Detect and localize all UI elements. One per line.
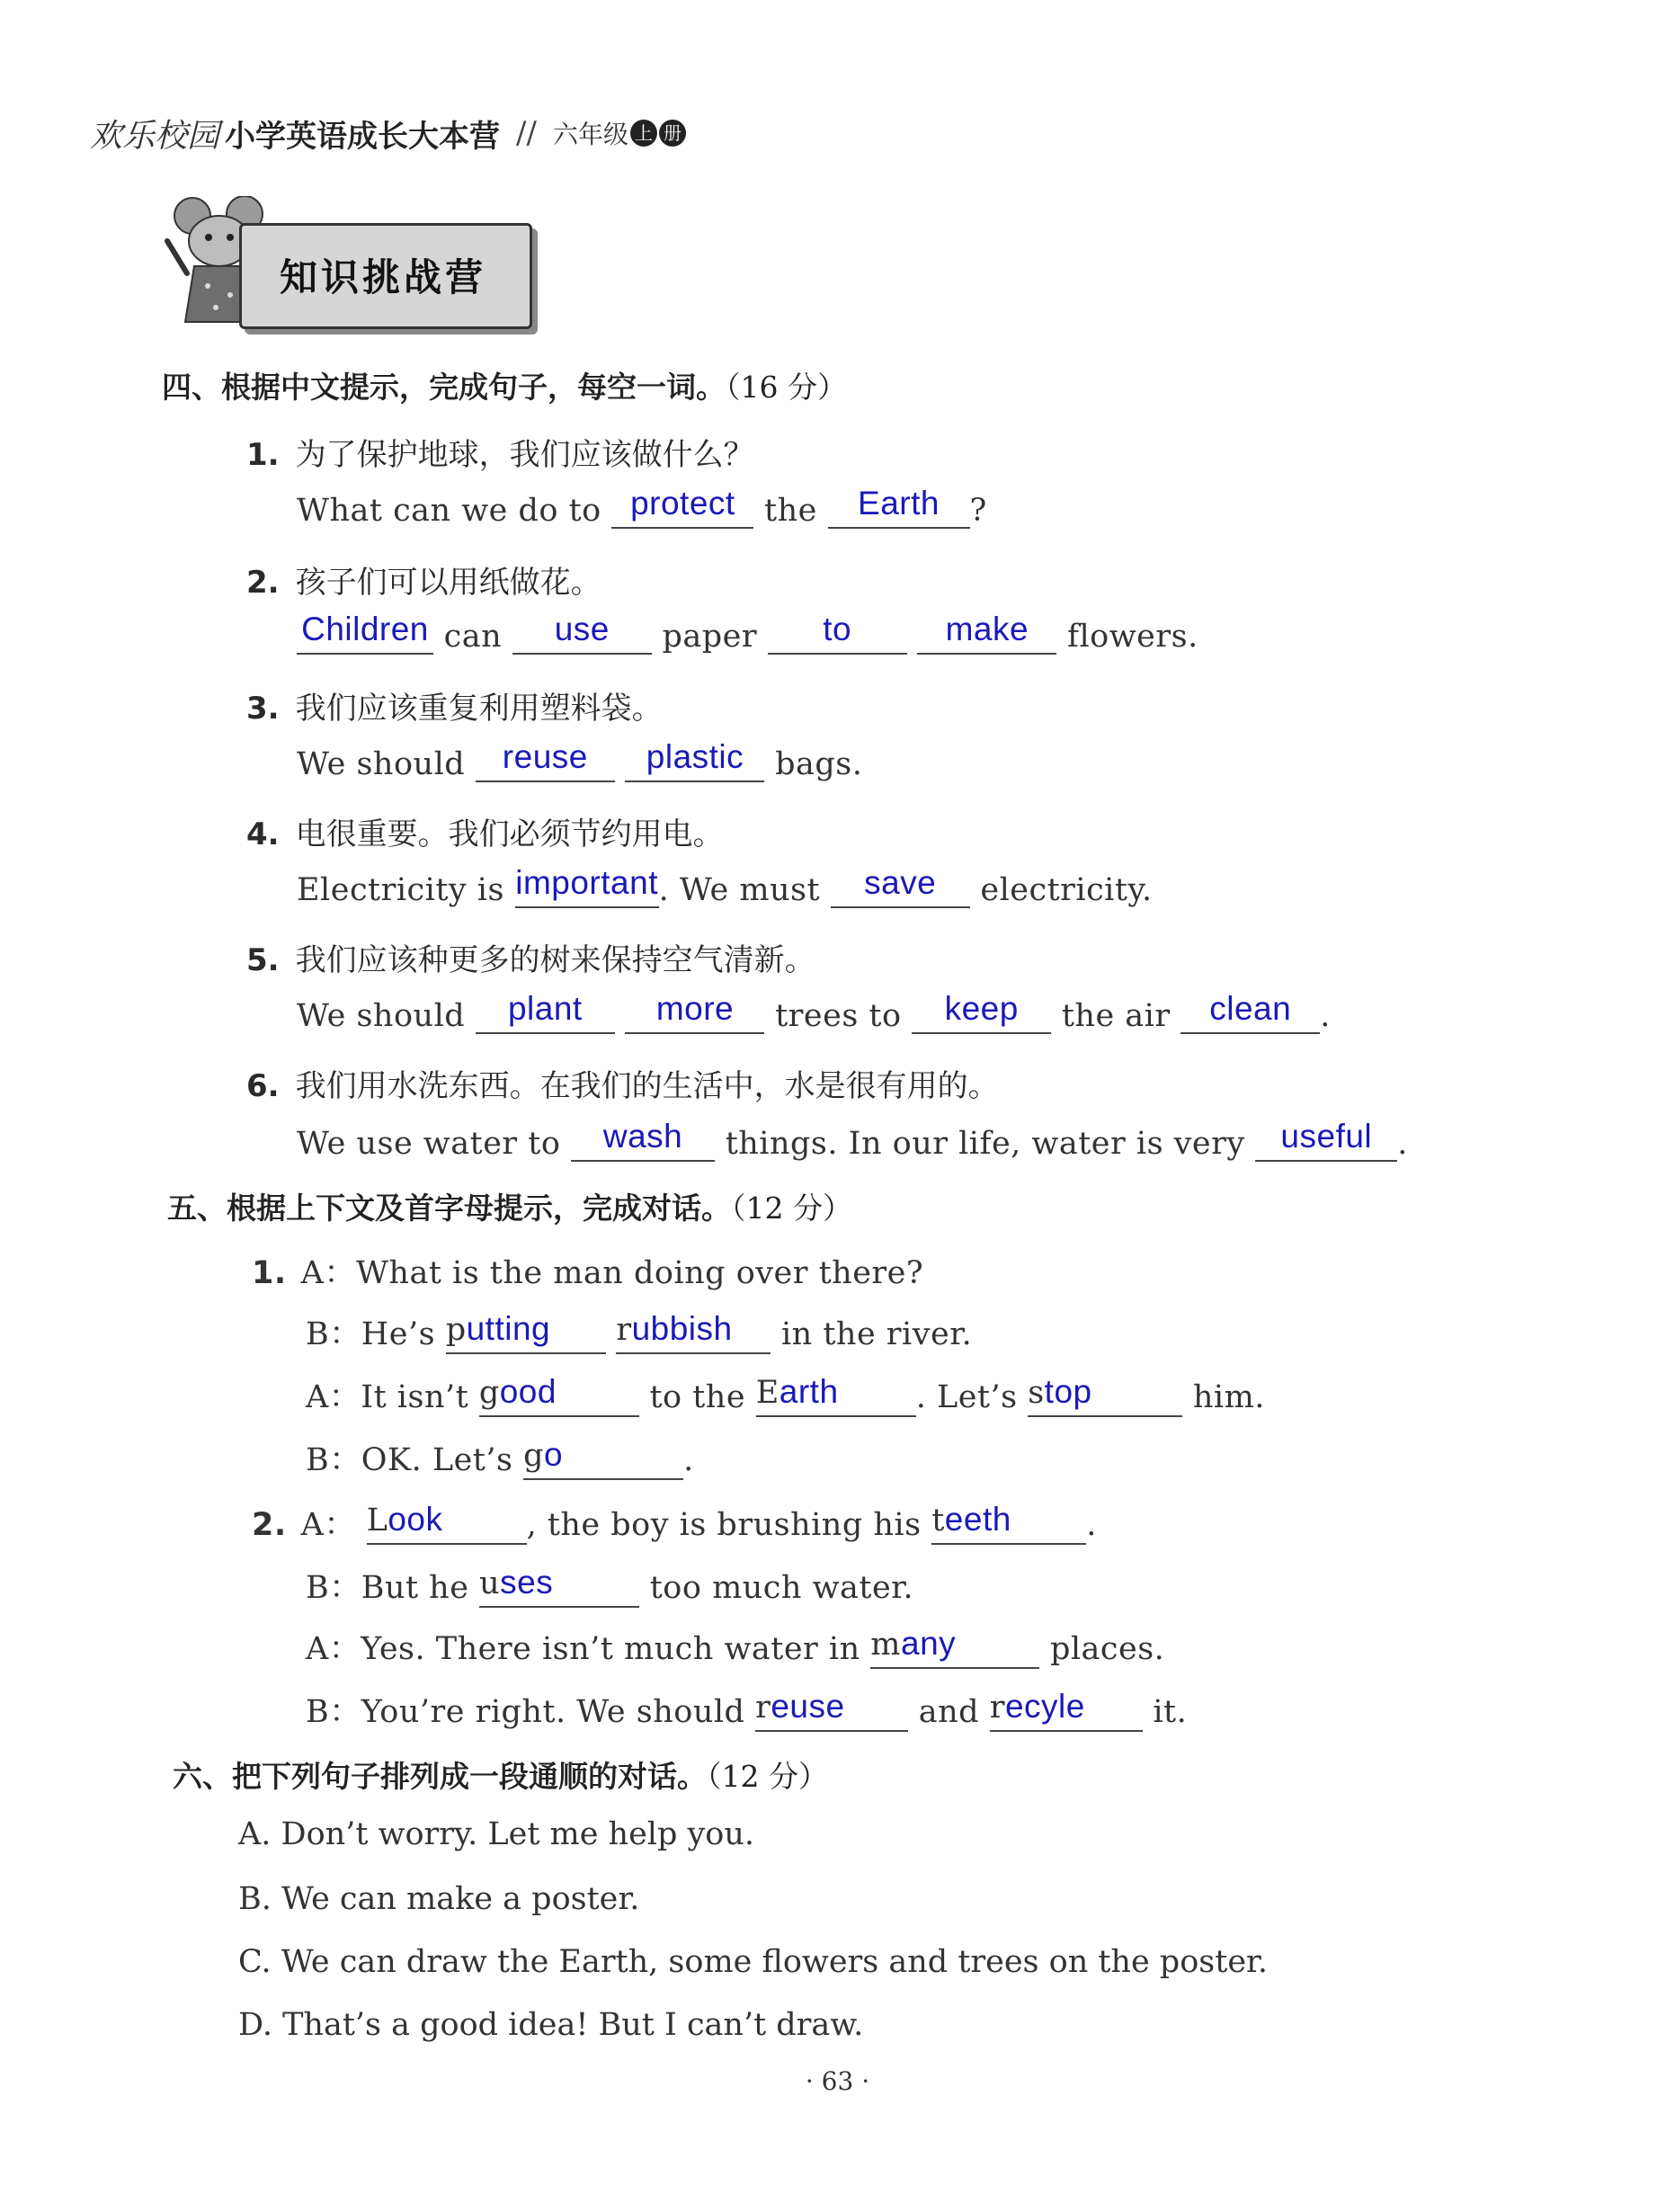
filled-answer: ecyle bbox=[1004, 1688, 1085, 1725]
dialogue-text: to the bbox=[649, 1379, 746, 1415]
sentence-text: . We must bbox=[658, 872, 821, 908]
answer-blank[interactable] bbox=[479, 1374, 639, 1417]
answer-blank[interactable] bbox=[446, 1311, 606, 1354]
sentence-text: the bbox=[764, 493, 817, 529]
initial-letter: s bbox=[1028, 1375, 1045, 1411]
speaker-label: A： bbox=[306, 1379, 361, 1415]
section6-title: 六、把下列句子排列成一段通顺的对话。 bbox=[173, 1759, 707, 1794]
chinese-prompt: 我们应该种更多的树来保持空气清新。 bbox=[295, 942, 815, 978]
volume-badge: 上 bbox=[630, 120, 657, 147]
s5-d1-line2 bbox=[306, 1309, 972, 1354]
volume-suffix-badge: 册 bbox=[659, 120, 686, 147]
filled-answer: ook bbox=[388, 1501, 443, 1538]
answer-blank[interactable]: useful bbox=[1255, 1119, 1397, 1162]
dialogue-text: places. bbox=[1049, 1631, 1165, 1667]
initial-letter: m bbox=[870, 1627, 901, 1663]
answer-blank[interactable] bbox=[1028, 1374, 1182, 1417]
option-b: B. We can make a poster. bbox=[238, 1881, 640, 1917]
option-d: D. That’s a good idea! But I can’t draw. bbox=[238, 2007, 864, 2043]
section6-points: （12 分） bbox=[707, 1759, 828, 1794]
filled-answer: ses bbox=[500, 1564, 554, 1601]
speaker-label: A： bbox=[300, 1255, 356, 1291]
answer-blank[interactable]: protect bbox=[611, 486, 753, 529]
sentence-text: the air bbox=[1061, 998, 1171, 1034]
banner-label: 知识挑战营 bbox=[280, 255, 487, 299]
answer-blank[interactable]: plant bbox=[476, 991, 615, 1034]
answer-blank[interactable] bbox=[870, 1626, 1039, 1669]
dialogue-text: It isn’t bbox=[361, 1379, 469, 1415]
dialogue-text: . bbox=[683, 1442, 694, 1478]
chinese-prompt: 电很重要。我们必须节约用电。 bbox=[295, 816, 724, 852]
initial-letter: g bbox=[523, 1438, 544, 1474]
initial-letter: r bbox=[616, 1312, 632, 1348]
answer-blank[interactable] bbox=[931, 1502, 1086, 1545]
sentence-text: can bbox=[443, 619, 503, 655]
question-number: 5. bbox=[246, 942, 280, 978]
s5-d1-line1 bbox=[252, 1248, 923, 1293]
answer-blank[interactable] bbox=[616, 1311, 771, 1354]
dialogue-text: . Let’s bbox=[915, 1379, 1018, 1415]
dialogue-text: What is the man doing over there? bbox=[355, 1255, 924, 1291]
answer-blank[interactable] bbox=[479, 1565, 639, 1608]
filled-answer: utting bbox=[466, 1310, 551, 1347]
page-number: · 63 · bbox=[805, 2066, 870, 2096]
answer-blank[interactable]: to bbox=[768, 611, 907, 655]
chinese-prompt: 我们用水洗东西。在我们的生活中，水是很有用的。 bbox=[295, 1068, 999, 1104]
sentence-text: electricity. bbox=[980, 872, 1153, 908]
dialogue-text: and bbox=[918, 1694, 980, 1730]
initial-letter: r bbox=[989, 1690, 1005, 1726]
dialogue-text: OK. Let’s bbox=[361, 1442, 513, 1478]
section5-heading bbox=[167, 1185, 852, 1227]
answer-blank[interactable]: wash bbox=[571, 1119, 715, 1162]
section6-heading bbox=[173, 1753, 828, 1796]
answer-blank[interactable]: more bbox=[625, 991, 764, 1034]
sentence-text: paper bbox=[662, 619, 758, 655]
speaker-label: A： bbox=[300, 1507, 356, 1543]
chinese-prompt: 为了保护地球，我们应该做什么？ bbox=[295, 437, 754, 473]
option-c: C. We can draw the Earth, some flowers and trees on the poster. bbox=[238, 1944, 1269, 1980]
answer-blank[interactable]: important bbox=[515, 865, 659, 908]
dialogue-text: But he bbox=[361, 1570, 469, 1606]
filled-answer: any bbox=[901, 1625, 957, 1662]
dialogue-text: too much water. bbox=[649, 1570, 914, 1606]
section-banner bbox=[158, 196, 527, 331]
answer-blank[interactable] bbox=[367, 1502, 527, 1545]
filled-answer: eeth bbox=[944, 1501, 1011, 1538]
dialogue-text: him. bbox=[1192, 1379, 1265, 1415]
sentence-text: . bbox=[1397, 1126, 1408, 1162]
filled-answer: arth bbox=[779, 1373, 839, 1410]
answer-blank[interactable]: Children bbox=[297, 611, 433, 655]
filled-answer: euse bbox=[771, 1688, 845, 1725]
section4-points: （16 分） bbox=[726, 370, 847, 405]
filled-answer: ood bbox=[499, 1373, 557, 1410]
question-number: 3. bbox=[246, 691, 280, 727]
s5-d2-line4 bbox=[306, 1687, 1187, 1732]
chinese-prompt: 孩子们可以用纸做花。 bbox=[295, 565, 601, 601]
answer-blank[interactable] bbox=[990, 1689, 1143, 1732]
brand-logo: 欢乐校园 bbox=[90, 117, 220, 155]
s5-d2-line2 bbox=[306, 1563, 913, 1608]
section5-points: （12 分） bbox=[731, 1191, 852, 1226]
sentence-text: . bbox=[1320, 998, 1331, 1034]
s4-q4-prompt bbox=[246, 809, 724, 853]
question-number: 1. bbox=[252, 1255, 287, 1291]
sentence-text: flowers. bbox=[1066, 619, 1198, 655]
sentence-text: We should bbox=[297, 746, 466, 782]
section4-heading bbox=[162, 364, 847, 406]
question-number: 4. bbox=[246, 816, 280, 852]
answer-blank[interactable]: reuse bbox=[476, 739, 615, 782]
dialogue-text: . bbox=[1086, 1507, 1097, 1543]
filled-answer: o bbox=[543, 1436, 564, 1473]
answer-blank[interactable] bbox=[756, 1374, 916, 1417]
initial-letter: u bbox=[479, 1565, 501, 1601]
speaker-label: B： bbox=[306, 1442, 361, 1478]
initial-letter: t bbox=[931, 1503, 945, 1539]
sentence-text: We use water to bbox=[297, 1126, 561, 1162]
sentence-text: Electricity is bbox=[297, 872, 504, 908]
s5-d2-line1 bbox=[252, 1500, 1097, 1545]
filled-answer: top bbox=[1044, 1373, 1092, 1410]
s4-q2-prompt bbox=[246, 557, 601, 602]
s4-q3-sentence bbox=[297, 739, 862, 782]
s5-d1-line3 bbox=[306, 1372, 1265, 1417]
sentence-text: ? bbox=[969, 493, 987, 529]
s4-q1-sentence bbox=[297, 486, 987, 529]
filled-answer: ubbish bbox=[631, 1310, 733, 1347]
answer-blank[interactable]: save bbox=[831, 865, 970, 908]
answer-blank[interactable] bbox=[523, 1437, 683, 1480]
question-number: 2. bbox=[252, 1507, 287, 1543]
initial-letter: E bbox=[755, 1375, 780, 1411]
grade-label: 六年级 bbox=[552, 120, 628, 149]
s4-q3-prompt bbox=[246, 683, 663, 727]
initial-letter: L bbox=[366, 1503, 388, 1539]
speaker-label: B： bbox=[306, 1694, 361, 1730]
question-number: 6. bbox=[246, 1068, 280, 1104]
option-a: A. Don’t worry. Let me help you. bbox=[238, 1816, 755, 1852]
page-header bbox=[90, 106, 686, 160]
dialogue-text: Yes. There isn’t much water in bbox=[361, 1631, 860, 1667]
question-number: 1. bbox=[246, 437, 280, 473]
dialogue-text: in the river. bbox=[780, 1316, 973, 1352]
answer-blank[interactable]: clean bbox=[1181, 991, 1320, 1034]
s5-d1-line4 bbox=[306, 1435, 694, 1480]
answer-blank[interactable]: make bbox=[917, 611, 1056, 655]
section5-title: 五、根据上下文及首字母提示，完成对话。 bbox=[167, 1191, 731, 1226]
sentence-text: What can we do to bbox=[297, 493, 601, 529]
sentence-text: We should bbox=[297, 998, 466, 1034]
dialogue-text: it. bbox=[1153, 1694, 1188, 1730]
speaker-label: A： bbox=[306, 1631, 361, 1667]
s4-q6-sentence bbox=[297, 1119, 1408, 1162]
s4-q6-prompt bbox=[246, 1061, 999, 1105]
dialogue-text: You’re right. We should bbox=[361, 1694, 745, 1730]
initial-letter: g bbox=[478, 1375, 500, 1411]
s4-q2-sentence bbox=[297, 611, 1198, 655]
question-number: 2. bbox=[246, 565, 280, 601]
sentence-text: trees to bbox=[775, 998, 902, 1034]
answer-blank[interactable]: Earth bbox=[828, 486, 970, 529]
answer-blank[interactable]: plastic bbox=[625, 739, 764, 782]
book-title: 小学英语成长大本营 bbox=[225, 118, 501, 155]
answer-blank[interactable]: keep bbox=[912, 991, 1051, 1034]
s4-q5-sentence bbox=[297, 991, 1331, 1034]
sentence-text: things. In our life, water is very bbox=[725, 1126, 1245, 1162]
answer-blank[interactable]: use bbox=[512, 611, 652, 655]
chinese-prompt: 我们应该重复利用塑料袋。 bbox=[295, 691, 663, 727]
initial-letter: p bbox=[445, 1312, 467, 1348]
header-separator: // bbox=[516, 115, 537, 151]
s4-q1-prompt bbox=[246, 430, 754, 474]
dialogue-text: He’s bbox=[361, 1316, 436, 1352]
speaker-label: B： bbox=[306, 1316, 361, 1352]
section4-title: 四、根据中文提示，完成句子，每空一词。 bbox=[162, 370, 726, 405]
dialogue-text: , the boy is brushing his bbox=[526, 1507, 922, 1543]
answer-blank[interactable] bbox=[755, 1689, 908, 1732]
sentence-text: bags. bbox=[775, 746, 863, 782]
s4-q5-prompt bbox=[246, 935, 815, 979]
speaker-label: B： bbox=[306, 1570, 361, 1606]
initial-letter: r bbox=[755, 1690, 771, 1726]
s4-q4-sentence bbox=[297, 865, 1153, 908]
s5-d2-line3 bbox=[306, 1624, 1164, 1669]
